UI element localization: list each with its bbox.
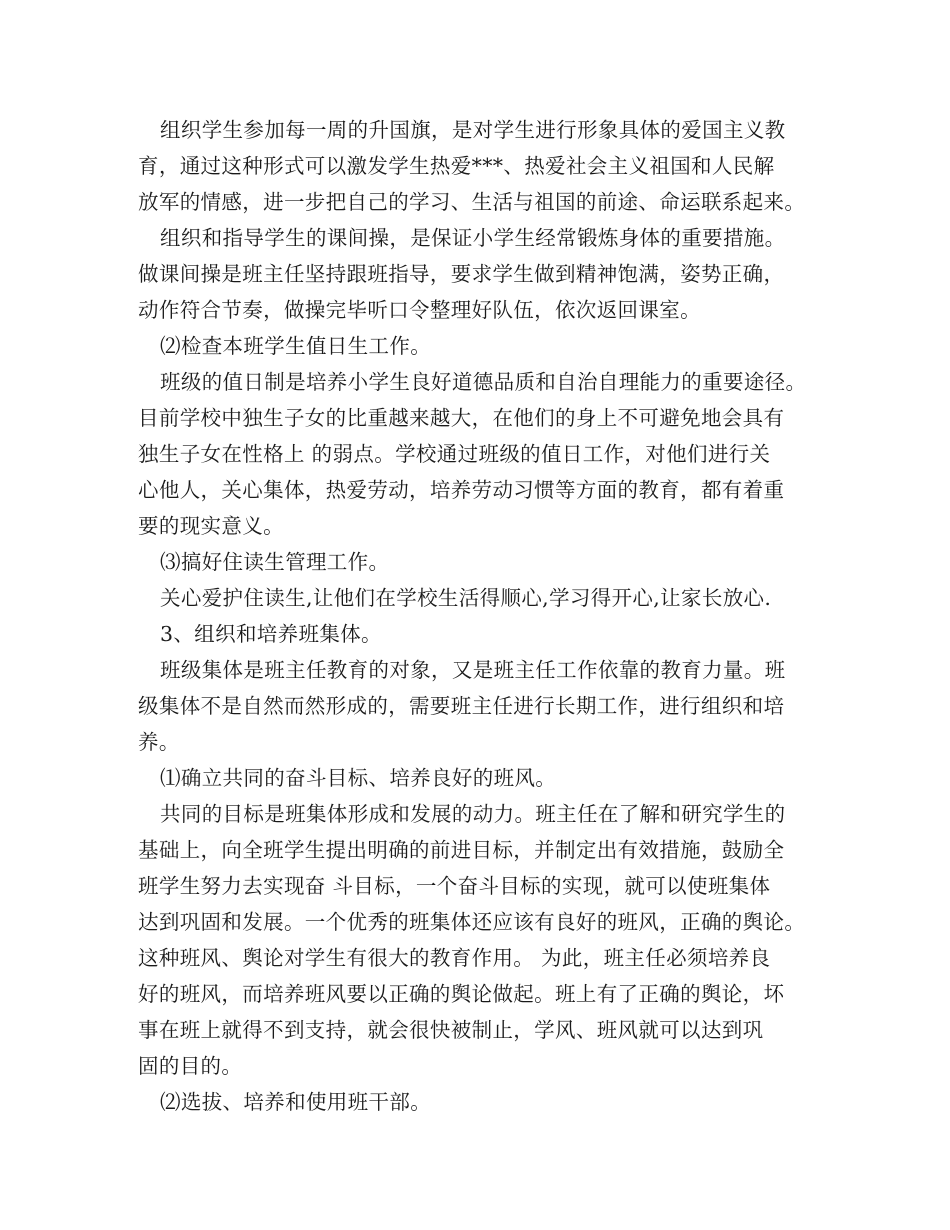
paragraph-line: 育，通过这种形式可以激发学生热爱***、热爱社会主义祖国和人民解 [138, 154, 775, 178]
section-heading: ⑵选拔、培养和使用班干部。 [160, 1090, 432, 1114]
section-heading: ⑴确立共同的奋斗目标、培养良好的班风。 [160, 766, 557, 790]
paragraph-line: 事在班上就得不到支持，就会很快被制止，学风、班风就可以达到巩 [138, 1018, 764, 1042]
paragraph-line: 做课间操是班主任坚持跟班指导，要求学生做到精神饱满，姿势正确， [138, 262, 785, 286]
paragraph-line: 心他人，关心集体，热爱劳动，培养劳动习惯等方面的教育，都有着重 [138, 478, 785, 502]
paragraph-line: 组织学生参加每一周的升国旗，是对学生进行形象具体的爱国主义教 [160, 118, 786, 142]
paragraph-line: 好的班风，而培养班风要以正确的舆论做起。班上有了正确的舆论，坏 [138, 982, 785, 1006]
paragraph-line: 这种班风、舆论对学生有很大的教育作用。 为此，班主任必须培养良 [138, 946, 771, 970]
paragraph-line: 达到巩固和发展。一个优秀的班集体还应该有良好的班风，正确的舆论。 [138, 910, 806, 934]
section-heading: 3、组织和培养班集体。 [160, 622, 382, 646]
paragraph-line: 关心爱护住读生,让他们在学校生活得顺心,学习得开心,让家长放心. [160, 586, 772, 610]
section-heading: ⑶搞好住读生管理工作。 [160, 550, 390, 574]
paragraph-line: 班级的值日制是培养小学生良好道德品质和自治自理能力的重要途径。 [160, 370, 807, 394]
paragraph-line: 动作符合节奏，做操完毕听口令整理好队伍，依次返回课室。 [138, 298, 701, 322]
paragraph-line: 要的现实意义。 [138, 514, 284, 538]
paragraph-line: 级集体不是自然而然形成的，需要班主任进行长期工作，进行组织和培 [138, 694, 785, 718]
paragraph-line: 共同的目标是班集体形成和发展的动力。班主任在了解和研究学生的 [160, 802, 786, 826]
paragraph-line: 目前学校中独生子女的比重越来越大，在他们的身上不可避免地会具有 [138, 406, 785, 430]
paragraph-line: 班学生努力去实现奋 斗目标，一个奋斗目标的实现，就可以使班集体 [138, 874, 771, 898]
paragraph-line: 组织和指导学生的课间操，是保证小学生经常锻炼身体的重要措施。 [160, 226, 786, 250]
paragraph-line: 固的目的。 [138, 1054, 243, 1078]
paragraph-line: 放军的情感，进一步把自己的学习、生活与祖国的前途、命运联系起来。 [138, 190, 806, 214]
paragraph-line: 独生子女在性格上 的弱点。学校通过班级的值日工作，对他们进行关 [138, 442, 771, 466]
paragraph-line: 班级集体是班主任教育的对象，又是班主任工作依靠的教育力量。班 [160, 658, 786, 682]
paragraph-line: 养。 [138, 730, 180, 754]
paragraph-line: 基础上，向全班学生提出明确的前进目标，并制定出有效措施，鼓励全 [138, 838, 785, 862]
section-heading: ⑵检查本班学生值日生工作。 [160, 334, 432, 358]
